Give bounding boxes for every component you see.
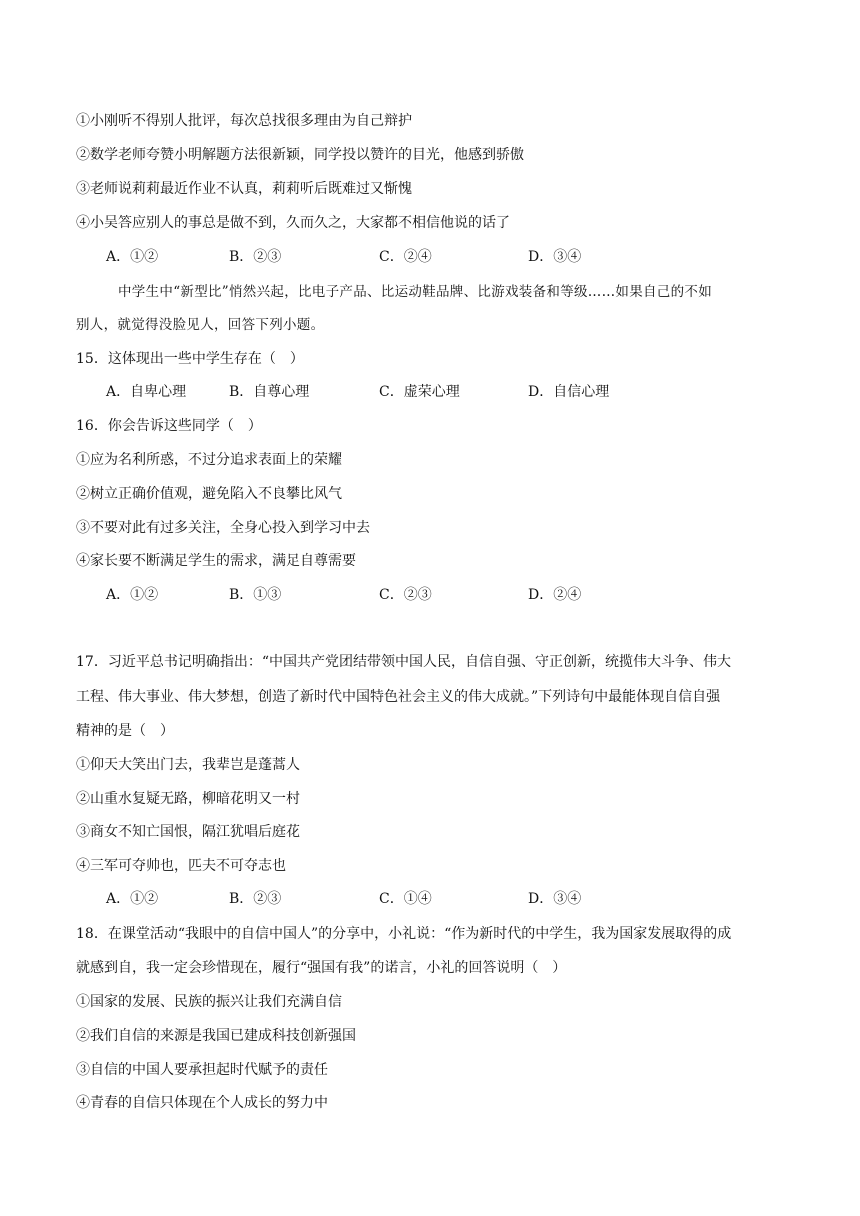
question-stem: 就感到自，我一定会珍惜现在，履行“强国有我”的诺言，小礼的回答说明（ ） bbox=[76, 960, 567, 976]
statement-item: ④小吴答应别人的事总是做不到，久而久之，大家都不相信他说的话了 bbox=[76, 215, 510, 231]
material-text: 中学生中“新型比”悄然兴起，比电子产品、比运动鞋品牌、比游戏装备和等级……如果自己的不如 bbox=[118, 284, 713, 300]
option-a[interactable]: A．①② bbox=[106, 249, 159, 265]
statement-item: ④家长要不断满足学生的需求，满足自尊需要 bbox=[76, 553, 356, 569]
option-d[interactable]: D．②④ bbox=[528, 587, 582, 603]
statement-item: ③自信的中国人要承担起时代赋予的责任 bbox=[76, 1062, 328, 1078]
option-d[interactable]: D．③④ bbox=[528, 891, 582, 907]
statement-item: ②数学老师夸赞小明解题方法很新颖，同学投以赞许的目光，他感到骄傲 bbox=[76, 147, 524, 163]
statement-item: ③老师说莉莉最近作业不认真，莉莉听后既难过又惭愧 bbox=[76, 181, 412, 197]
question-stem: 15．这体现出一些中学生存在（ ） bbox=[76, 351, 304, 367]
option-c[interactable]: C．虚荣心理 bbox=[379, 384, 460, 400]
option-a[interactable]: A．自卑心理 bbox=[106, 384, 187, 400]
statement-item: ①小刚听不得别人批评，每次总找很多理由为自己辩护 bbox=[76, 113, 412, 129]
statement-item: ④青春的自信只体现在个人成长的努力中 bbox=[76, 1095, 328, 1111]
statement-item: ①仰天大笑出门去，我辈岂是蓬蒿人 bbox=[76, 757, 300, 773]
statement-item: ②树立正确价值观，避免陷入不良攀比风气 bbox=[76, 486, 342, 502]
option-b[interactable]: B．①③ bbox=[229, 587, 282, 603]
option-c[interactable]: C．②③ bbox=[379, 587, 432, 603]
material-text: 别人，就觉得没脸见人，回答下列小题。 bbox=[76, 317, 325, 333]
question-stem: 18．在课堂活动“我眼中的自信中国人”的分享中，小礼说：“作为新时代的中学生，我为国家发展取得的成 bbox=[76, 926, 732, 942]
option-c[interactable]: C．②④ bbox=[379, 249, 432, 265]
question-stem: 16．你会告诉这些同学（ ） bbox=[76, 418, 262, 434]
option-b[interactable]: B．②③ bbox=[229, 891, 282, 907]
option-b[interactable]: B．②③ bbox=[229, 249, 282, 265]
question-stem: 工程、伟大事业、伟大梦想，创造了新时代中国特色社会主义的伟大成就。”下列诗句中最能体现自信自强 bbox=[76, 689, 721, 705]
statement-item: ①应为名利所惑，不过分追求表面上的荣耀 bbox=[76, 452, 342, 468]
statement-item: ②山重水复疑无路，柳暗花明又一村 bbox=[76, 791, 300, 807]
option-d[interactable]: D．③④ bbox=[528, 249, 582, 265]
question-stem: 17．习近平总书记明确指出：“中国共产党团结带领中国人民，自信自强、守正创新，统揽伟大斗争、伟大 bbox=[76, 654, 731, 670]
statement-item: ④三军可夺帅也，匹夫不可夺志也 bbox=[76, 858, 286, 874]
statement-item: ②我们自信的来源是我国已建成科技创新强国 bbox=[76, 1028, 356, 1044]
option-c[interactable]: C．①④ bbox=[379, 891, 432, 907]
statement-item: ①国家的发展、民族的振兴让我们充满自信 bbox=[76, 994, 342, 1010]
option-b[interactable]: B．自尊心理 bbox=[229, 384, 310, 400]
question-stem: 精神的是（ ） bbox=[76, 723, 174, 739]
statement-item: ③不要对此有过多关注，全身心投入到学习中去 bbox=[76, 520, 370, 536]
option-d[interactable]: D．自信心理 bbox=[528, 384, 610, 400]
statement-item: ③商女不知亡国恨，隔江犹唱后庭花 bbox=[76, 824, 300, 840]
option-a[interactable]: A．①② bbox=[106, 891, 159, 907]
option-a[interactable]: A．①② bbox=[106, 587, 159, 603]
